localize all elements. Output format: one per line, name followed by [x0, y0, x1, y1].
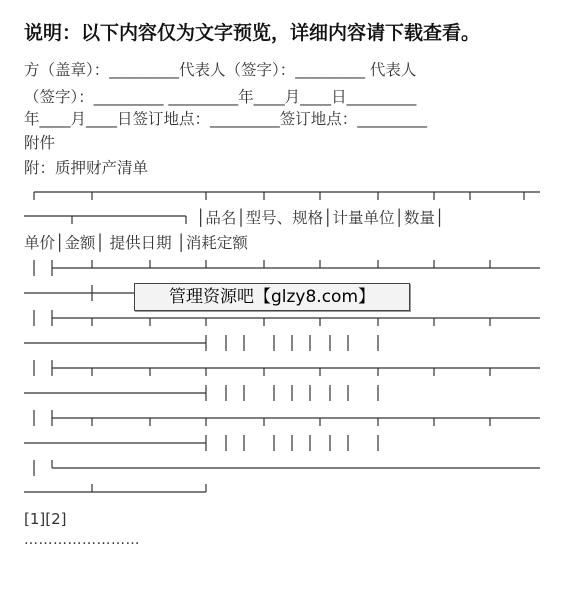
signature-line-3: 年____月____日签订地点：_________签订地点：_________ — [24, 110, 428, 128]
page-link-2[interactable]: [2] — [45, 510, 67, 528]
preview-notice: 说明：以下内容仅为文字预览，详细内容请下载查看。 — [24, 22, 481, 44]
signature-line-1: 方（盖章）：_________代表人（签字）：_________ 代表人 — [24, 61, 417, 79]
pagination — [24, 510, 67, 528]
table-header-row-1: │品名│型号、规格│计量单位│数量│ — [196, 209, 445, 227]
signature-line-2: （签字）：_________ _________年____月____日_________ — [24, 88, 417, 106]
page-link-1[interactable]: [1] — [24, 510, 46, 528]
attachment-title: 附：质押财产清单 — [24, 159, 149, 177]
attachment-heading: 附件 — [24, 134, 56, 152]
watermark-banner: 管理资源吧【glzy8.com】 — [134, 283, 410, 311]
more-content-ellipsis: …………………… — [24, 532, 140, 548]
table-header-row-2: 单价│金额│ 提供日期 │消耗定额 — [24, 234, 248, 252]
